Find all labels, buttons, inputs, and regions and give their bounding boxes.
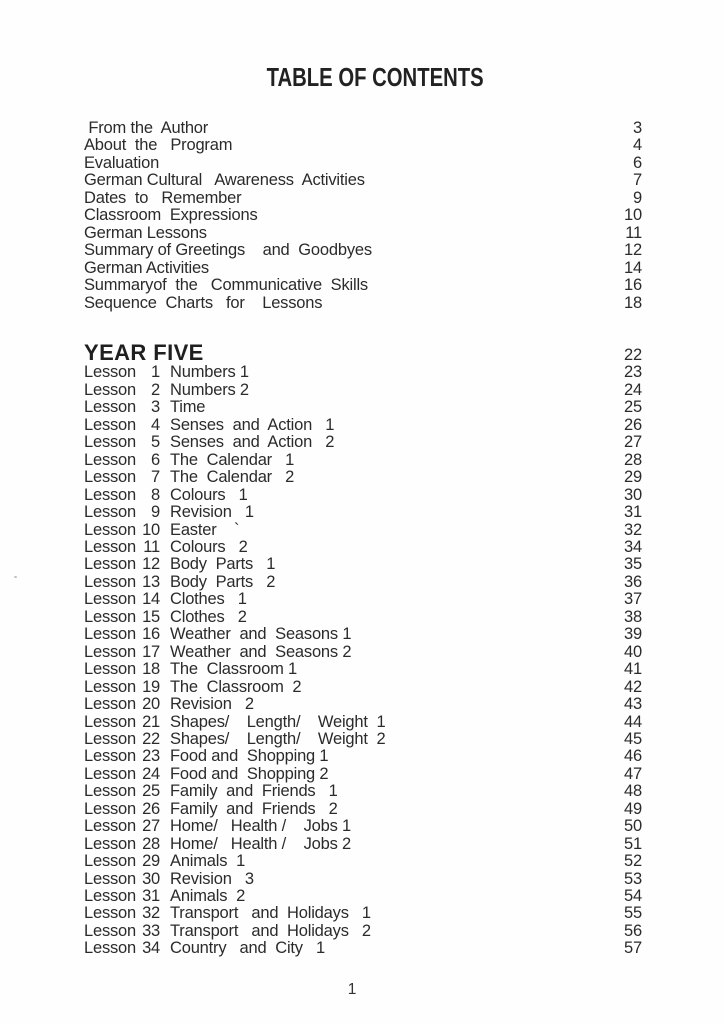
toc-entry-title: Dates to Remember <box>84 188 242 207</box>
lesson-number: 24 <box>142 764 161 783</box>
lesson-entry-row <box>84 364 642 381</box>
toc-entry-title: German Activities <box>84 258 209 277</box>
lesson-entry-row <box>84 417 642 434</box>
toc-entry-row <box>84 260 642 277</box>
lesson-word: Lesson <box>84 887 137 906</box>
lesson-page-number: 34 <box>624 537 642 556</box>
lesson-page-number: 32 <box>624 520 642 539</box>
lesson-number: 16 <box>142 625 161 644</box>
lesson-page-number: 57 <box>624 939 642 958</box>
lesson-word: Lesson <box>84 939 137 958</box>
lesson-number: 15 <box>142 607 161 626</box>
lesson-page-number: 52 <box>624 852 642 871</box>
toc-entry-page-number: 16 <box>624 276 642 295</box>
toc-entry-page-number: 18 <box>624 293 642 312</box>
lesson-entry-row <box>84 923 642 940</box>
lesson-number: 20 <box>142 695 161 714</box>
toc-entry-row <box>84 120 642 137</box>
lesson-page-number: 35 <box>624 555 642 574</box>
lesson-number: 3 <box>151 398 161 417</box>
lesson-number: 26 <box>142 799 161 818</box>
toc-entry-row <box>84 155 642 172</box>
lesson-page-number: 37 <box>624 590 642 609</box>
lesson-page-number: 53 <box>624 869 642 888</box>
lesson-page-number: 27 <box>624 433 642 452</box>
lesson-word: Lesson <box>84 607 137 626</box>
lesson-title: Transport and Holidays 1 <box>170 904 371 923</box>
lesson-title: Senses and Action 1 <box>170 415 335 434</box>
lesson-word: Lesson <box>84 834 137 853</box>
lesson-word: Lesson <box>84 712 137 731</box>
lesson-word: Lesson <box>84 468 137 487</box>
lesson-entry-row <box>84 556 642 573</box>
lesson-number: 8 <box>151 485 161 504</box>
lesson-title: Home/ Health / Jobs 1 <box>170 817 351 836</box>
scan-speck <box>14 576 17 578</box>
toc-entry-row <box>84 277 642 294</box>
lesson-word: Lesson <box>84 450 137 469</box>
toc-entry-page-number: 9 <box>633 188 642 207</box>
lesson-number: 34 <box>142 939 161 958</box>
lesson-entry-row <box>84 434 642 451</box>
lesson-page-number: 40 <box>624 642 642 661</box>
toc-entry-title: German Lessons <box>84 223 207 242</box>
lesson-word: Lesson <box>84 799 137 818</box>
lesson-entry-row <box>84 836 642 853</box>
lesson-title: Family and Friends 1 <box>170 782 338 801</box>
toc-entry-title: Summaryof the Communicative Skills <box>84 276 368 295</box>
toc-entry-page-number: 7 <box>633 171 642 190</box>
toc-entry-page-number: 3 <box>633 119 642 137</box>
lesson-word: Lesson <box>84 433 137 452</box>
lesson-entry-row <box>84 661 642 678</box>
lesson-number: 25 <box>142 782 161 801</box>
lesson-entry-row <box>84 452 642 469</box>
lesson-page-number: 28 <box>624 450 642 469</box>
lesson-title: Animals 1 <box>170 852 246 871</box>
lesson-title: Clothes 2 <box>170 607 247 626</box>
lesson-page-number: 23 <box>624 363 642 382</box>
lesson-title: Senses and Action 2 <box>170 433 335 452</box>
lesson-number: 32 <box>142 904 161 923</box>
lesson-number: 4 <box>151 415 161 434</box>
lesson-page-number: 25 <box>624 398 642 417</box>
lesson-number: 27 <box>142 817 161 836</box>
lesson-word: Lesson <box>84 852 137 871</box>
lesson-word: Lesson <box>84 398 137 417</box>
lesson-word: Lesson <box>84 747 137 766</box>
lesson-word: Lesson <box>84 537 137 556</box>
toc-entry-row <box>84 190 642 207</box>
lesson-number: 19 <box>142 677 161 696</box>
lesson-entry-row <box>84 783 642 800</box>
lesson-page-number: 55 <box>624 904 642 923</box>
lesson-entry-row <box>84 766 642 783</box>
lesson-page-number: 44 <box>624 712 642 731</box>
toc-entry-page-number: 10 <box>624 206 642 225</box>
toc-entry-row <box>84 137 642 154</box>
lesson-title: Revision 2 <box>170 695 254 714</box>
lesson-number: 29 <box>142 852 161 871</box>
lesson-title: Family and Friends 2 <box>170 799 338 818</box>
lesson-title: Food and Shopping 1 <box>170 747 329 766</box>
toc-entry-title: Summary of Greetings and Goodbyes <box>84 241 372 260</box>
lesson-word: Lesson <box>84 869 137 888</box>
lesson-word: Lesson <box>84 590 137 609</box>
lesson-title: Animals 2 <box>170 887 246 906</box>
lesson-title: Shapes/ Length/ Weight 2 <box>170 729 386 748</box>
lesson-title: Food and Shopping 2 <box>170 764 329 783</box>
lesson-entry-row <box>84 679 642 696</box>
lesson-number: 13 <box>142 572 161 591</box>
lesson-page-number: 38 <box>624 607 642 626</box>
lesson-entry-row <box>84 609 642 626</box>
lesson-entry-row <box>84 696 642 713</box>
lesson-title: Weather and Seasons 1 <box>170 625 352 644</box>
lesson-title: Time <box>170 398 206 417</box>
lesson-title: Colours 1 <box>170 485 248 504</box>
lesson-page-number: 29 <box>624 468 642 487</box>
lesson-entry-row <box>84 871 642 888</box>
lesson-entry-row <box>84 644 642 661</box>
lesson-entry-row <box>84 469 642 486</box>
toc-entry-title: About the Program <box>84 136 233 155</box>
year-five-page-number: 22 <box>624 345 642 364</box>
lesson-entry-row <box>84 940 642 957</box>
lesson-title: Easter ` <box>170 520 240 539</box>
lesson-page-number: 24 <box>624 380 642 399</box>
lesson-title: Revision 3 <box>170 869 254 888</box>
lesson-entry-row <box>84 818 642 835</box>
lesson-entry-row <box>84 714 642 731</box>
lesson-title: The Classroom 1 <box>170 660 298 679</box>
lesson-entry-row <box>84 399 642 416</box>
lesson-word: Lesson <box>84 782 137 801</box>
toc-entry-page-number: 11 <box>625 223 642 242</box>
lesson-word: Lesson <box>84 642 137 661</box>
lesson-page-number: 49 <box>624 799 642 818</box>
lessons-list <box>84 364 642 957</box>
lesson-title: Shapes/ Length/ Weight 1 <box>170 712 386 731</box>
lesson-entry-row <box>84 853 642 870</box>
lesson-entry-row <box>84 748 642 765</box>
lesson-title: Body Parts 1 <box>170 555 276 574</box>
lesson-page-number: 50 <box>624 817 642 836</box>
lesson-title: Country and City 1 <box>170 939 325 958</box>
lesson-word: Lesson <box>84 485 137 504</box>
lesson-number: 14 <box>142 590 161 609</box>
lesson-word: Lesson <box>84 415 137 434</box>
lesson-word: Lesson <box>84 503 137 522</box>
lesson-page-number: 45 <box>624 729 642 748</box>
lesson-entry-row <box>84 522 642 539</box>
lesson-number: 6 <box>151 450 161 469</box>
lesson-number: 11 <box>143 537 161 556</box>
lesson-number: 7 <box>151 468 161 487</box>
lesson-title: The Classroom 2 <box>170 677 302 696</box>
lesson-number: 2 <box>151 380 161 399</box>
lesson-number: 23 <box>142 747 161 766</box>
lesson-number: 17 <box>142 642 161 661</box>
lesson-page-number: 42 <box>624 677 642 696</box>
lesson-word: Lesson <box>84 380 137 399</box>
lesson-page-number: 31 <box>624 503 642 522</box>
lesson-word: Lesson <box>84 921 137 940</box>
toc-entry-page-number: 12 <box>624 241 642 260</box>
lesson-word: Lesson <box>84 625 137 644</box>
lesson-number: 31 <box>142 887 161 906</box>
lesson-title: Transport and Holidays 2 <box>170 921 371 940</box>
lesson-number: 5 <box>151 433 161 452</box>
lesson-word: Lesson <box>84 363 137 382</box>
lesson-page-number: 46 <box>624 747 642 766</box>
lesson-page-number: 30 <box>624 485 642 504</box>
lesson-entry-row <box>84 539 642 556</box>
lesson-number: 28 <box>142 834 161 853</box>
lesson-word: Lesson <box>84 677 137 696</box>
lesson-entry-row <box>84 591 642 608</box>
footer-page-number: 1 <box>347 980 357 998</box>
toc-entry-page-number: 14 <box>624 258 642 277</box>
lesson-number: 9 <box>151 503 161 522</box>
lesson-word: Lesson <box>84 764 137 783</box>
year-five-heading-row <box>84 339 642 365</box>
lesson-page-number: 39 <box>624 625 642 644</box>
title-container <box>96 0 654 93</box>
lesson-page-number: 48 <box>624 782 642 801</box>
lesson-number: 10 <box>142 520 161 539</box>
toc-entry-title: From the Author <box>84 119 209 137</box>
lesson-number: 30 <box>142 869 161 888</box>
toc-entry-row <box>84 225 642 242</box>
toc-entry-title: Evaluation <box>84 153 160 172</box>
lesson-entry-row <box>84 731 642 748</box>
lesson-word: Lesson <box>84 660 137 679</box>
lesson-entry-row <box>84 905 642 922</box>
toc-entry-title: Sequence Charts for Lessons <box>84 293 323 312</box>
lesson-title: Colours 2 <box>170 537 248 556</box>
toc-entry-row <box>84 242 642 259</box>
lesson-word: Lesson <box>84 695 137 714</box>
lesson-number: 22 <box>142 729 161 748</box>
toc-entry-row <box>84 295 642 312</box>
lesson-title: Body Parts 2 <box>170 572 276 591</box>
page-title: TABLE OF CONTENTS <box>266 62 484 92</box>
year-five-heading: YEAR FIVE <box>84 339 204 365</box>
lesson-title: Numbers 2 <box>170 380 249 399</box>
lesson-entry-row <box>84 888 642 905</box>
toc-entry-row <box>84 207 642 224</box>
lesson-page-number: 26 <box>624 415 642 434</box>
lesson-word: Lesson <box>84 555 137 574</box>
lesson-word: Lesson <box>84 729 137 748</box>
toc-entry-title: German Cultural Awareness Activities <box>84 171 365 190</box>
lesson-number: 18 <box>142 660 161 679</box>
lesson-title: Numbers 1 <box>170 363 249 382</box>
lesson-title: The Calendar 1 <box>170 450 295 469</box>
lesson-title: The Calendar 2 <box>170 468 295 487</box>
lesson-entry-row <box>84 626 642 643</box>
lesson-entry-row <box>84 574 642 591</box>
toc-entry-title: Classroom Expressions <box>84 206 258 225</box>
lesson-page-number: 41 <box>624 660 642 679</box>
lesson-title: Revision 1 <box>170 503 254 522</box>
lesson-number: 21 <box>142 712 161 731</box>
lesson-page-number: 36 <box>624 572 642 591</box>
toc-entry-page-number: 4 <box>633 136 642 155</box>
lesson-number: 1 <box>151 363 161 382</box>
lesson-page-number: 47 <box>624 764 642 783</box>
lesson-page-number: 54 <box>624 887 642 906</box>
toc-entry-page-number: 6 <box>633 153 642 172</box>
lesson-word: Lesson <box>84 817 137 836</box>
lesson-number: 33 <box>142 921 161 940</box>
lesson-word: Lesson <box>84 520 137 539</box>
lesson-number: 12 <box>142 555 161 574</box>
lesson-word: Lesson <box>84 572 137 591</box>
lesson-entry-row <box>84 382 642 399</box>
lesson-page-number: 43 <box>624 695 642 714</box>
lesson-word: Lesson <box>84 904 137 923</box>
lesson-page-number: 56 <box>624 921 642 940</box>
front-matter-list <box>84 120 642 312</box>
lesson-entry-row <box>84 504 642 521</box>
lesson-entry-row <box>84 487 642 504</box>
lesson-title: Weather and Seasons 2 <box>170 642 352 661</box>
lesson-title: Home/ Health / Jobs 2 <box>170 834 351 853</box>
lesson-title: Clothes 1 <box>170 590 247 609</box>
lesson-page-number: 51 <box>624 834 642 853</box>
toc-entry-row <box>84 172 642 189</box>
lesson-entry-row <box>84 801 642 818</box>
